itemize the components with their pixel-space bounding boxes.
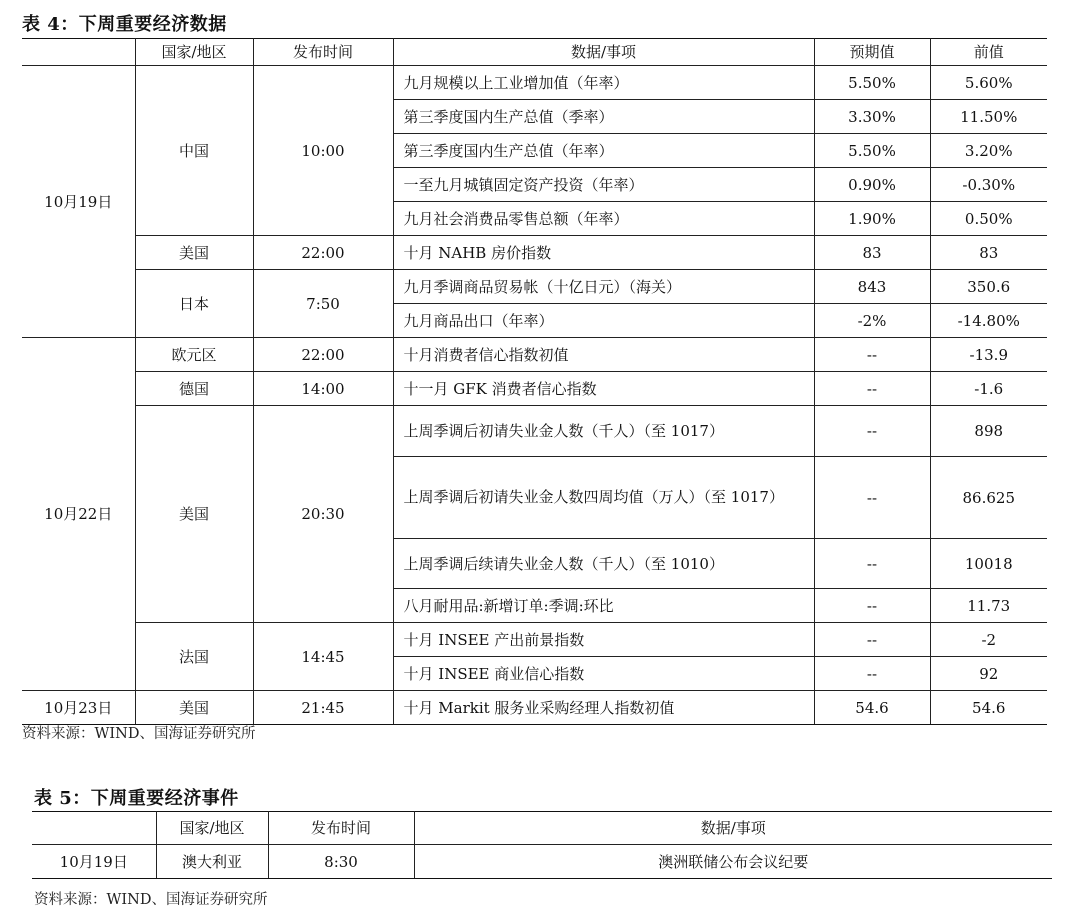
table4-header-row <box>22 39 1047 66</box>
prev-cell: 92 <box>930 657 1047 691</box>
country-cell: 日本 <box>135 270 253 338</box>
country-cell: 德国 <box>135 372 253 406</box>
expected-cell: -- <box>814 372 930 406</box>
prev-cell: -2 <box>930 623 1047 657</box>
item-cell: 上周季调后续请失业金人数（千人）（至 1010） <box>393 539 814 589</box>
table-row <box>22 372 1047 406</box>
prev-cell: 350.6 <box>930 270 1047 304</box>
item-cell: 十一月 GFK 消费者信心指数 <box>393 372 814 406</box>
expected-cell: -- <box>814 406 930 457</box>
item-cell: 十月 NAHB 房价指数 <box>393 236 814 270</box>
header-cell <box>22 39 135 66</box>
table-row <box>22 338 1047 372</box>
table4 <box>22 38 1047 725</box>
expected-cell: 5.50% <box>814 134 930 168</box>
prev-cell: 10018 <box>930 539 1047 589</box>
time-cell: 20:30 <box>253 406 393 623</box>
header-cell: 国家/地区 <box>135 39 253 66</box>
expected-cell: -- <box>814 589 930 623</box>
item-cell: 上周季调后初请失业金人数四周均值（万人）（至 1017） <box>393 457 814 539</box>
item-cell: 一至九月城镇固定资产投资（年率） <box>393 168 814 202</box>
table5-caption: 表 5：下周重要经济事件 <box>34 788 239 809</box>
table5-header-row <box>32 812 1052 845</box>
country-cell: 澳大利亚 <box>156 845 268 879</box>
date-cell: 10月19日 <box>22 66 135 338</box>
time-cell: 22:00 <box>253 236 393 270</box>
expected-cell: -- <box>814 338 930 372</box>
item-cell: 九月社会消费品零售总额（年率） <box>393 202 814 236</box>
header-cell: 发布时间 <box>268 812 414 845</box>
date-cell: 10月22日 <box>22 338 135 691</box>
table-row <box>22 406 1047 457</box>
time-cell: 8:30 <box>268 845 414 879</box>
header-cell: 预期值 <box>814 39 930 66</box>
prev-cell: 5.60% <box>930 66 1047 100</box>
country-cell: 法国 <box>135 623 253 691</box>
header-cell: 前值 <box>930 39 1047 66</box>
item-cell: 第三季度国内生产总值（季率） <box>393 100 814 134</box>
prev-cell: 11.50% <box>930 100 1047 134</box>
expected-cell: -- <box>814 539 930 589</box>
country-cell: 美国 <box>135 236 253 270</box>
header-cell: 数据/事项 <box>393 39 814 66</box>
table-row <box>22 236 1047 270</box>
header-cell <box>32 812 156 845</box>
item-cell: 十月 Markit 服务业采购经理人指数初值 <box>393 691 814 725</box>
header-cell: 数据/事项 <box>414 812 1052 845</box>
prev-cell: 3.20% <box>930 134 1047 168</box>
table-row <box>22 270 1047 304</box>
expected-cell: 843 <box>814 270 930 304</box>
date-cell: 10月23日 <box>22 691 135 725</box>
header-cell: 国家/地区 <box>156 812 268 845</box>
item-cell: 八月耐用品:新增订单:季调:环比 <box>393 589 814 623</box>
expected-cell: 0.90% <box>814 168 930 202</box>
table-row <box>22 691 1047 725</box>
item-cell: 九月季调商品贸易帐（十亿日元）（海关） <box>393 270 814 304</box>
table4-caption: 表 4：下周重要经济数据 <box>22 14 227 35</box>
time-cell: 14:45 <box>253 623 393 691</box>
item-cell: 九月规模以上工业增加值（年率） <box>393 66 814 100</box>
table-row <box>22 623 1047 657</box>
time-cell: 14:00 <box>253 372 393 406</box>
expected-cell: 54.6 <box>814 691 930 725</box>
prev-cell: 86.625 <box>930 457 1047 539</box>
country-cell: 美国 <box>135 691 253 725</box>
prev-cell: -13.9 <box>930 338 1047 372</box>
prev-cell: -0.30% <box>930 168 1047 202</box>
table-row <box>22 66 1047 100</box>
prev-cell: 83 <box>930 236 1047 270</box>
expected-cell: 3.30% <box>814 100 930 134</box>
date-cell: 10月19日 <box>32 845 156 879</box>
item-cell: 十月消费者信心指数初值 <box>393 338 814 372</box>
table-row <box>32 845 1052 879</box>
table5-source: 资料来源：WIND、国海证券研究所 <box>34 892 268 908</box>
expected-cell: 83 <box>814 236 930 270</box>
time-cell: 22:00 <box>253 338 393 372</box>
expected-cell: -- <box>814 623 930 657</box>
prev-cell: 54.6 <box>930 691 1047 725</box>
prev-cell: 0.50% <box>930 202 1047 236</box>
country-cell: 美国 <box>135 406 253 623</box>
prev-cell: -14.80% <box>930 304 1047 338</box>
prev-cell: 11.73 <box>930 589 1047 623</box>
expected-cell: 5.50% <box>814 66 930 100</box>
prev-cell: -1.6 <box>930 372 1047 406</box>
country-cell: 中国 <box>135 66 253 236</box>
item-cell: 上周季调后初请失业金人数（千人）（至 1017） <box>393 406 814 457</box>
expected-cell: 1.90% <box>814 202 930 236</box>
expected-cell: -- <box>814 457 930 539</box>
expected-cell: -2% <box>814 304 930 338</box>
item-cell: 十月 INSEE 产出前景指数 <box>393 623 814 657</box>
country-cell: 欧元区 <box>135 338 253 372</box>
item-cell: 第三季度国内生产总值（年率） <box>393 134 814 168</box>
expected-cell: -- <box>814 657 930 691</box>
table4-source: 资料来源：WIND、国海证券研究所 <box>22 726 256 742</box>
time-cell: 7:50 <box>253 270 393 338</box>
table5 <box>32 811 1052 879</box>
item-cell: 十月 INSEE 商业信心指数 <box>393 657 814 691</box>
prev-cell: 898 <box>930 406 1047 457</box>
time-cell: 10:00 <box>253 66 393 236</box>
header-cell: 发布时间 <box>253 39 393 66</box>
time-cell: 21:45 <box>253 691 393 725</box>
item-cell: 澳洲联储公布会议纪要 <box>414 845 1052 879</box>
item-cell: 九月商品出口（年率） <box>393 304 814 338</box>
